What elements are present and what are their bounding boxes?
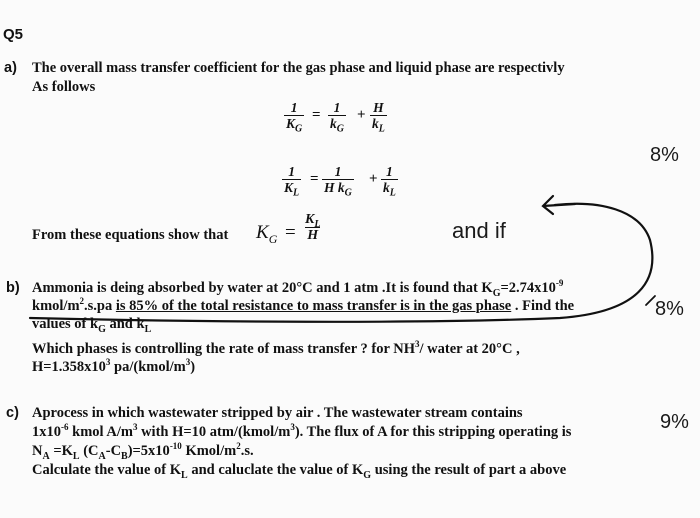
part-a-line1: The overall mass transfer coefficient for the gas phase and liquid phase are respectivly — [32, 60, 565, 76]
eq2-term2-fraction: $\frac{1}{k_L}$ — [383, 164, 396, 199]
part-b-line2: kmol/$m^2.s.pa$ is 85% of the total resistance to mass transfer is in the gas phase . Find the — [32, 296, 575, 314]
eq2-term1-fraction: $\frac{1}{H k_G}$ — [324, 164, 352, 199]
eq1-term2-fraction: $\frac{H}{k_L}$ — [372, 100, 385, 135]
eq1-lhs-fraction: $\frac{1}{K_G}$ — [286, 100, 303, 135]
part-a-marker: a) — [4, 60, 17, 76]
eq1-equals: = — [312, 107, 321, 123]
underlined-phrase: is 85% of the total resistance to mass transfer is in the gas phase — [115, 298, 512, 314]
part-c-line1: Aprocess in which wastewater stripped by air . The wastewater stream contains — [32, 405, 523, 421]
result-equals: = — [285, 222, 296, 243]
margin-mark-b: 8% — [655, 298, 684, 320]
margin-mark-c: 9% — [660, 411, 689, 433]
eq1-term1-fraction: $\frac{1}{k_G}$ — [330, 100, 344, 135]
part-b-marker: b) — [6, 280, 20, 296]
handwritten-and-if: and if — [452, 218, 506, 243]
eq1-plus: + — [357, 107, 366, 123]
eq2-lhs-fraction: $\frac{1}{K_L}$ — [284, 164, 300, 199]
part-b-line1: Ammonia is deing absorbed by water at 20°C and 1 atm .It is found that $K_G=2.74x10^{-9}$ — [32, 278, 564, 299]
eq2-equals: = — [310, 171, 319, 187]
result-lhs: $K_G$ — [256, 222, 278, 246]
part-b-line4: Which phases is controlling the rate of mass transfer ? for $NH^3/$ water at 20°C , — [32, 339, 520, 357]
result-fraction: $\frac{K_L}{H}$ — [305, 212, 321, 243]
eq2-plus: + — [369, 171, 378, 187]
part-b-line5: $H=1.358x10^3$ $pa/(kmol/m^3)$ — [32, 357, 196, 375]
show-that-text: From these equations show that — [32, 227, 229, 243]
part-c-line4: Calculate the value of $K_L$ and caluclate the value of $K_G$ using the result of part a above — [32, 462, 567, 481]
part-c-line3: $N_A =K_L$ $(C_A-C_B)=5x10^{-10}$ Kmol/$m^2.s$. — [32, 441, 254, 462]
question-label: Q5 — [3, 26, 24, 43]
part-c-line2: $1x10^{-6}$ kmol $A/m^3$ with H=10 atm/$(kmol/m^3)$. The flux of A for this stripping operating is — [32, 422, 572, 440]
part-b-line3: values of $k_G$ and $k_L$ — [32, 316, 152, 335]
margin-mark-a: 8% — [650, 144, 679, 166]
part-a-line2: As follows — [32, 79, 96, 95]
part-c-marker: c) — [6, 405, 19, 421]
